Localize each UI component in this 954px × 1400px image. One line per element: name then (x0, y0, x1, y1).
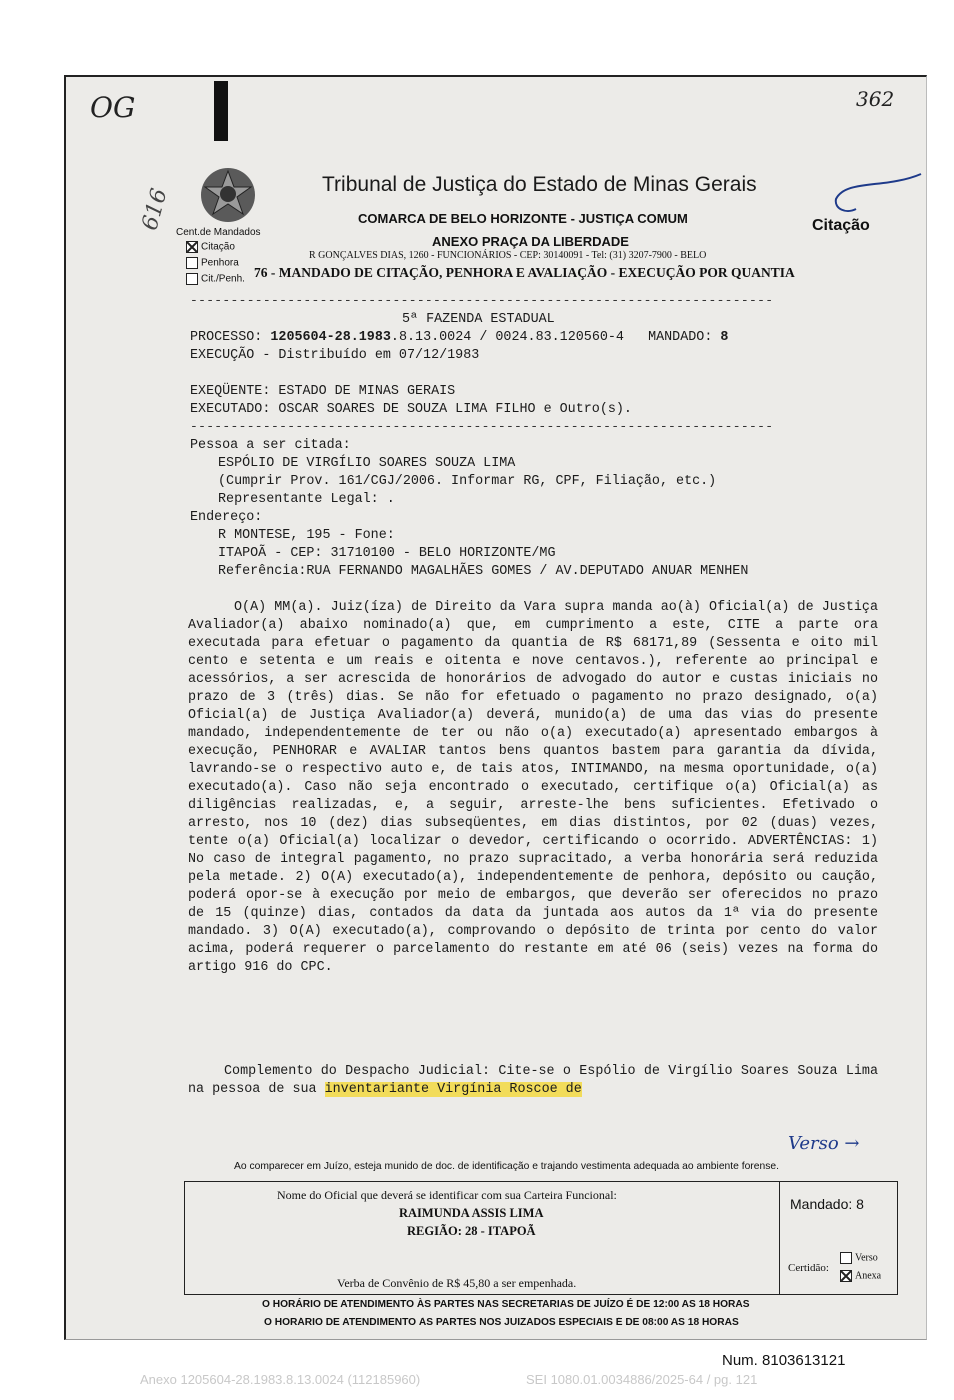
court-name: Tribunal de Justiça do Estado de Minas Gerais (322, 173, 757, 196)
option-citacao[interactable]: Citação (186, 241, 235, 253)
complement-paragraph: Complemento do Despacho Judicial: Cite-se o Espólio de Virgílio Soares Souza Lima na pessoa de sua inventariante Virgínia Roscoe de (188, 1064, 878, 1097)
processo-line: PROCESSO: 1205604-28.1983.8.13.0024 / 0024.83.120560-4 MANDADO: 8 (190, 330, 729, 345)
handwritten-page-number: 362 (856, 87, 895, 111)
attire-notice: Ao comparecer em Juízo, esteja munido de doc. de identificação e trajando vestimenta adequada ao ambiente forense. (234, 1161, 779, 1172)
address-city: ITAPOÃ - CEP: 31710100 - BELO HORIZONTE/MG (218, 546, 556, 561)
address-street: R MONTESE, 195 - Fone: (218, 528, 395, 543)
option-penhora[interactable]: Penhora (186, 257, 239, 269)
mandado-box (779, 1182, 896, 1294)
checkbox-citacao[interactable] (186, 241, 198, 253)
person-name: ESPÓLIO DE VIRGÍLIO SOARES SOUZA LIMA (218, 456, 516, 471)
person-heading: Pessoa a ser citada: (190, 438, 351, 453)
checkbox-anexa[interactable] (840, 1270, 852, 1282)
exequente-line: EXEQÜENTE: ESTADO DE MINAS GERAIS (190, 384, 456, 399)
address-heading: Endereço: (190, 510, 263, 525)
highlighted-text: inventariante Virgínia Roscoe de (324, 1082, 582, 1097)
anexo-line: ANEXO PRAÇA DA LIBERDADE (432, 234, 629, 249)
executado-line: EXECUTADO: OSCAR SOARES DE SOUZA LIMA FILHO e Outro(s). (190, 402, 632, 417)
document-title: 76 - MANDADO DE CITAÇÃO, PENHORA E AVALIAÇÃO - EXECUÇÃO POR QUANTIA (254, 265, 795, 280)
mandate-body: O(A) MM(a). Juiz(íza) de Direito da Vara supra manda ao(à) Oficial(a) de Justiça Avaliador(a) abaixo nominado(a) que, em cumprimento a este, CITE a parte ora executada para efetuar o pagamento da quantia de R$ 68171,89 (Sessenta e oito mil cento e setenta e um reais e oitenta e nove centavos.), referente ao principal e acessórios, a ser acrescida de honorários de advogado do autor e custas iniciais no prazo de 3 (três) dias. Se não for efetuado o pagamento no prazo designado, o(a) Oficial(a) de Justiça Avaliador(a) deverá, munido(a) de uma das vias do presente mandado, independentemente de ter ou não o(a) executado(a) apresentado embargos à execução, PENHORAR e AVALIAR tantos bens quantos bastem para garantia da dívida, lavrando-se o respectivo auto e, de tais atos, INTIMANDO, na mesma oportunidade, o(a) executado(a). Caso não seja encontrado o executado, certifique o(a) Oficial(a) as diligências realizadas, e, a seguir, arreste-lhe bens suficientes. Efetivado o arresto, nos 10 (dez) dias subseqüentes, em dias distintos, por 02 (duas) vezes, tente o(a) Oficial(a) localizar o devedor, certificando o ocorrido. ADVERTÊNCIAS: 1) No caso de integral pagamento, no prazo supracitado, a verba honorária será reduzida pela metade. 2) O(A) executado(a), independentemente de penhora, depósito ou caução, poderá opor-se à execução por meio de embargos, que deverão ser oferecidos no prazo de 15 (quinze) dias, contados da data da juntada aos autos da 1ª via do presente mandado. 3) O(A) executado(a), comprovando o depósito de trinta por cento do valor acima, poderá requerer o parcelamento do restante em até 06 (seis) vezes na forma do artigo 916 do CPC. (188, 600, 878, 975)
checkbox-verso[interactable] (840, 1252, 852, 1264)
divider-top: ------------------------------------------------------------------------ (190, 293, 774, 308)
handwritten-curve (826, 169, 926, 219)
document-number: Num. 8103613121 (722, 1352, 846, 1369)
divider-middle: ------------------------------------------------------------------------ (190, 419, 774, 434)
address-reference: Referência:RUA FERNANDO MAGALHÃES GOMES / AV.DEPUTADO ANUAR MENHEN (218, 564, 749, 579)
hours-juizados: O HORÁRIO DE ATENDIMENTO ÀS PARTES NOS JUIZADOS ESPECIAIS É DE 08:00 AS 18 HORAS (264, 1317, 739, 1327)
black-mark (214, 81, 228, 141)
option-cit-penh[interactable]: Cit./Penh. (186, 273, 245, 285)
person-representative: Representante Legal: . (218, 492, 395, 507)
scanned-document (64, 75, 927, 1340)
handwritten-verso: Verso → (788, 1133, 860, 1154)
officer-name: RAIMUNDA ASSIS LIMA (399, 1206, 544, 1220)
certidao-anexa[interactable]: Anexa (840, 1270, 881, 1282)
anexo-reference: Anexo 1205604-28.1983.8.13.0024 (112185960) (140, 1372, 421, 1387)
certidao-verso[interactable]: Verso (840, 1252, 878, 1264)
sei-reference: SEI 1080.01.0034886/2025-64 / pg. 121 (526, 1372, 758, 1387)
person-note: (Cumprir Prov. 161/CGJ/2006. Informar RG, CPF, Filiação, etc.) (218, 474, 717, 489)
handwritten-side-number: 616 (137, 185, 173, 234)
comarca-line: COMARCA DE BELO HORIZONTE - JUSTIÇA COMUM (358, 211, 688, 226)
cent-mandados-label: Cent.de Mandados (176, 227, 261, 238)
fee-line: Verba de Convênio de R$ 45,80 a ser empenhada. (337, 1276, 577, 1290)
vara-name: 5ª FAZENDA ESTADUAL (402, 312, 555, 327)
mandado-number: Mandado: 8 (790, 1196, 864, 1212)
checkbox-penhora[interactable] (186, 257, 198, 269)
officer-box (184, 1181, 898, 1295)
checkbox-cit-penh[interactable] (186, 273, 198, 285)
officer-region: REGIÃO: 28 - ITAPOÃ (407, 1224, 536, 1238)
execucao-line: EXECUÇÃO - Distribuído em 07/12/1983 (190, 348, 480, 363)
handwritten-top-left: OG (90, 91, 136, 124)
court-address: R GONÇALVES DIAS, 1260 - FUNCIONÁRIOS - CEP: 30140091 - Tel: (31) 3207-7900 - BELO (309, 250, 707, 261)
hours-secretarias: O HORÁRIO DE ATENDIMENTO ÀS PARTES NAS SECRETARIAS DE JUÍZO É DE 12:00 AS 18 HORAS (262, 1299, 750, 1310)
officer-label: Nome do Oficial que deverá se identificar com sua Carteira Funcional: (277, 1188, 617, 1202)
document-type-label: Citação (812, 217, 870, 234)
certidao-label: Certidão: (788, 1262, 829, 1274)
coat-of-arms-emblem (198, 165, 258, 227)
